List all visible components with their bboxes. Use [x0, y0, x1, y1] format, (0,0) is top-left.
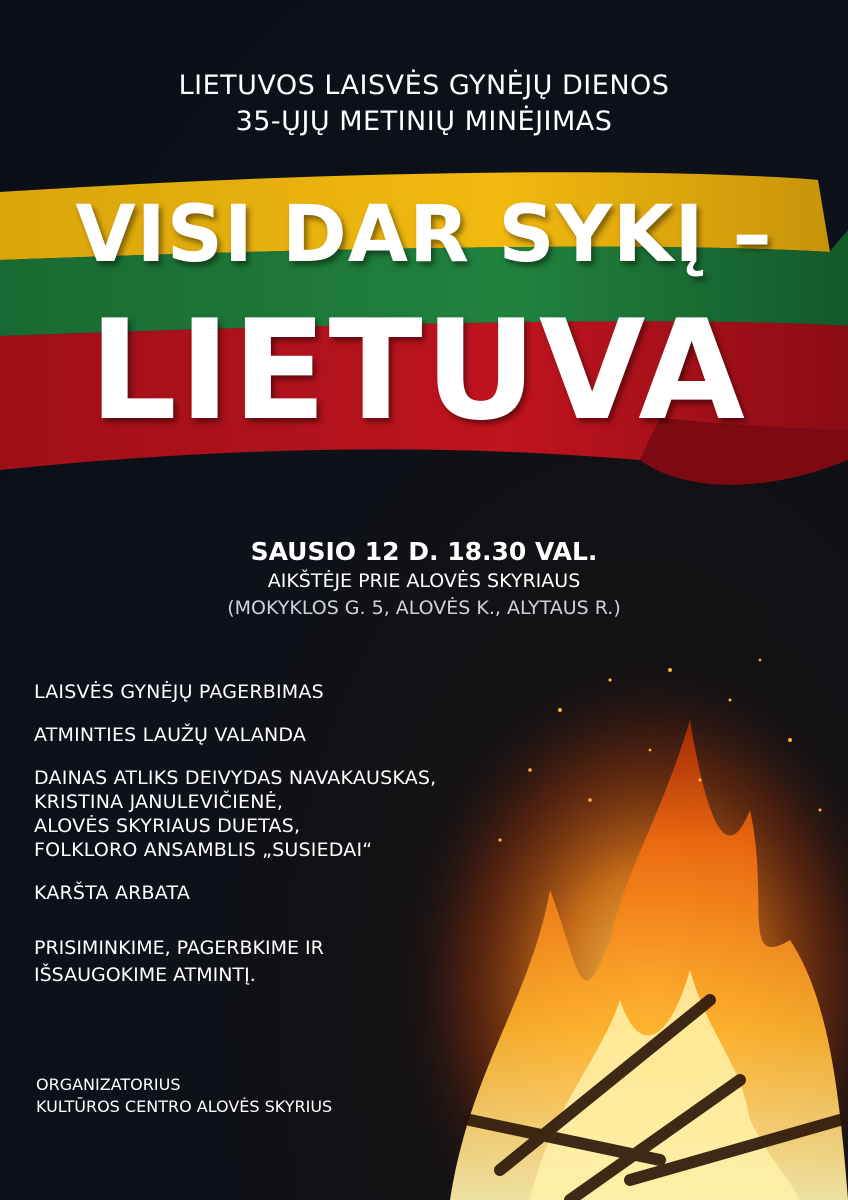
program-item-honoring: LAISVĖS GYNĖJŲ PAGERBIMAS: [34, 681, 324, 703]
event-address: (MOKYKLOS G. 5, ALOVĖS K., ALYTAUS R.): [227, 597, 621, 619]
program-item-hot-tea: KARŠTA ARBATA: [34, 882, 191, 904]
event-subtitle: [0, 68, 848, 140]
program-list: [34, 680, 554, 989]
performers-line-1: DAINAS ATLIKS DEIVYDAS NAVAKAUSKAS,: [34, 767, 437, 789]
event-place: AIKŠTĖJE PRIE ALOVĖS SKYRIAUS: [267, 570, 581, 592]
subtitle-line-1: LIETUVOS LAISVĖS GYNĖJŲ DIENOS: [178, 70, 670, 101]
program-item-performers: [34, 766, 554, 862]
performers-line-3: ALOVĖS SKYRIAUS DUETAS,: [34, 815, 301, 837]
motto: [34, 935, 554, 989]
organizer: [36, 1074, 332, 1118]
program-item-bonfire-hour: ATMINTIES LAUŽŲ VALANDA: [34, 724, 307, 746]
organizer-name: KULTŪROS CENTRO ALOVĖS SKYRIUS: [36, 1097, 333, 1116]
organizer-label: ORGANIZATORIUS: [36, 1075, 181, 1094]
motto-line-1: PRISIMINKIME, PAGERBKIME IR: [34, 937, 324, 959]
motto-line-2: IŠSAUGOKIME ATMINTĮ.: [34, 964, 256, 986]
performers-line-4: FOLKLORO ANSAMBLIS „SUSIEDAI“: [34, 839, 373, 861]
event-details: [0, 536, 848, 622]
headline-line-1: VISI DAR SYKĮ –: [75, 190, 773, 280]
event-date: SAUSIO 12 D. 18.30 VAL.: [250, 537, 598, 566]
subtitle-line-2: 35-ŲJŲ METINIŲ MINĖJIMAS: [235, 106, 613, 137]
headline-line-2: LIETUVA: [89, 290, 747, 451]
performers-line-2: KRISTINA JANULEVIČIENĖ,: [34, 791, 284, 813]
